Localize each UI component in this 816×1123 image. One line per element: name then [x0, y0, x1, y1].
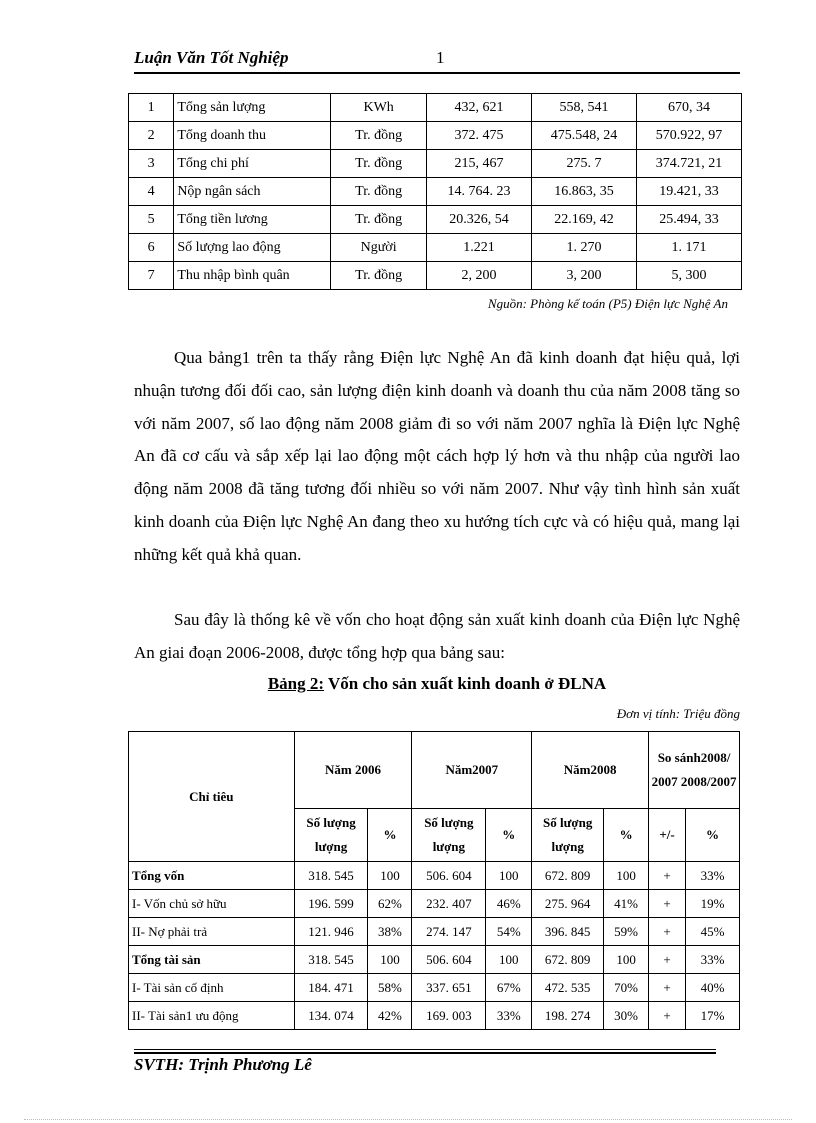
row-label: Tổng tài sản: [129, 946, 295, 974]
table-cell: 30%: [604, 1002, 649, 1030]
table-cell: 14. 764. 23: [427, 178, 532, 206]
table-cell: 506. 604: [412, 862, 486, 890]
table-cell: 70%: [604, 974, 649, 1002]
table-cell: 62%: [368, 890, 412, 918]
table-cell: 33%: [686, 862, 740, 890]
table-row: [129, 1002, 740, 1030]
table-cell: 232. 407: [412, 890, 486, 918]
table-cell: 42%: [368, 1002, 412, 1030]
table-cell: 17%: [686, 1002, 740, 1030]
table-cell: 318. 545: [294, 862, 368, 890]
table-caption: [134, 674, 740, 694]
header-pct: %: [368, 809, 412, 862]
table-cell: 67%: [486, 974, 532, 1002]
table-row: [129, 262, 742, 290]
table-cell: 396. 845: [532, 918, 604, 946]
table-row: [129, 974, 740, 1002]
table-cell: 672. 809: [532, 862, 604, 890]
header-year-2008: Năm2008: [532, 732, 649, 809]
table-cell: 58%: [368, 974, 412, 1002]
footer-divider: [134, 1052, 716, 1054]
table-cell: KWh: [331, 94, 427, 122]
table-cell: 3, 200: [531, 262, 636, 290]
header-year-2007: Năm2007: [412, 732, 532, 809]
table-cell: 7: [129, 262, 174, 290]
table-cell: 100: [604, 862, 649, 890]
table-row: [129, 206, 742, 234]
table-cell: 33%: [486, 1002, 532, 1030]
table-row: [129, 122, 742, 150]
table-cell: 16.863, 35: [531, 178, 636, 206]
table-cell: 5, 300: [636, 262, 741, 290]
table-caption-text: Vốn cho sản xuất kinh doanh ở ĐLNA: [327, 674, 607, 693]
table-row: [129, 862, 740, 890]
table-cell: 2, 200: [427, 262, 532, 290]
table-cell: 1. 270: [531, 234, 636, 262]
table-cell: 54%: [486, 918, 532, 946]
table-cell: 41%: [604, 890, 649, 918]
table-cell: Người: [331, 234, 427, 262]
table-cell: +: [649, 1002, 686, 1030]
table-cell: 670, 34: [636, 94, 741, 122]
header-plusminus: +/-: [649, 809, 686, 862]
table-cell: 215, 467: [427, 150, 532, 178]
table-cell: 472. 535: [532, 974, 604, 1002]
table-cell: 570.922, 97: [636, 122, 741, 150]
table-cell: 475.548, 24: [531, 122, 636, 150]
table-cell: 2: [129, 122, 174, 150]
table-cell: 184. 471: [294, 974, 368, 1002]
page-header: [134, 48, 740, 74]
footer-divider: [134, 1049, 716, 1050]
header-chi-tieu: Chỉ tiêu: [129, 732, 295, 862]
table-cell: +: [649, 974, 686, 1002]
table-cell: 19%: [686, 890, 740, 918]
table-cell: 432, 621: [427, 94, 532, 122]
table-cell: +: [649, 890, 686, 918]
header-qty: Số lượng lượng: [294, 809, 368, 862]
table-cell: 6: [129, 234, 174, 262]
header-pct: %: [486, 809, 532, 862]
table-cell: Tổng tiền lương: [174, 206, 331, 234]
table-cell: 121. 946: [294, 918, 368, 946]
row-label: II- Tài sản1 ưu động: [129, 1002, 295, 1030]
table-cell: 100: [368, 946, 412, 974]
header-qty: Số lượng lượng: [532, 809, 604, 862]
table-cell: 46%: [486, 890, 532, 918]
unit-note: Đơn vị tính: Triệu đồng: [616, 706, 740, 721]
footer-author: SVTH: Trịnh Phương Lê: [134, 1055, 312, 1074]
table-cell: Tr. đồng: [331, 262, 427, 290]
table-cell: 22.169, 42: [531, 206, 636, 234]
row-label: I- Vốn chủ sở hữu: [129, 890, 295, 918]
header-year-2006: Năm 2006: [294, 732, 412, 809]
table-cell: +: [649, 918, 686, 946]
table-cell: 33%: [686, 946, 740, 974]
header-qty: Số lượng lượng: [412, 809, 486, 862]
table-row: [129, 94, 742, 122]
table-cell: Tr. đồng: [331, 206, 427, 234]
table-cell: 337. 651: [412, 974, 486, 1002]
table-row: [129, 890, 740, 918]
table-cell: 275. 964: [532, 890, 604, 918]
table-cell: Nộp ngân sách: [174, 178, 331, 206]
table-cell: 100: [486, 946, 532, 974]
table-cell: 1. 171: [636, 234, 741, 262]
table-cell: 45%: [686, 918, 740, 946]
table-cell: +: [649, 862, 686, 890]
header-compare: So sánh2008/ 2007 2008/2007: [649, 732, 740, 809]
body-paragraph: Qua bảng1 trên ta thấy rằng Điện lực Nghệ An đã kinh doanh đạt hiệu quả, lợi nhuận tương đối đối cao, sản lượng điện kinh doanh và doanh thu của năm 2008 tăng so với năm 2007, số lao động năm 2008 giảm đi so với năm 2007 nghĩa là Điện lực Nghệ An đã cơ cấu và sắp xếp lại lao động một cách hợp lý hơn và thu nhập của người lao động năm 2008 đã tăng tương đối nhiều so với năm 2007. Như vậy tình hình sản xuất kinh doanh của Điện lực Nghệ An đang theo xu hướng tích cực và có hiệu quả, mang lại những kết quả khả quan.: [134, 348, 740, 564]
table-cell: 274. 147: [412, 918, 486, 946]
table-cell: 1.221: [427, 234, 532, 262]
table-cell: 506. 604: [412, 946, 486, 974]
header-title: Luận Văn Tốt Nghiệp: [134, 48, 289, 67]
table-cell: 1: [129, 94, 174, 122]
table-cell: 20.326, 54: [427, 206, 532, 234]
page-number: 1: [436, 48, 445, 67]
table-cell: 169. 003: [412, 1002, 486, 1030]
table-cell: 3: [129, 150, 174, 178]
table-cell: 19.421, 33: [636, 178, 741, 206]
row-label: I- Tài sản cố định: [129, 974, 295, 1002]
row-label: II- Nợ phải trả: [129, 918, 295, 946]
table-cell: Tổng sản lượng: [174, 94, 331, 122]
table-cell: 134. 074: [294, 1002, 368, 1030]
table-cell: Tr. đồng: [331, 122, 427, 150]
table-cell: 196. 599: [294, 890, 368, 918]
header-row: [129, 732, 740, 809]
table-cell: 275. 7: [531, 150, 636, 178]
row-label: Tổng vốn: [129, 862, 295, 890]
table-cell: 198. 274: [532, 1002, 604, 1030]
capital-table: [128, 731, 740, 1030]
table-row: [129, 234, 742, 262]
table-cell: 4: [129, 178, 174, 206]
table-cell: 558, 541: [531, 94, 636, 122]
table-cell: Số lượng lao động: [174, 234, 331, 262]
table-cell: 372. 475: [427, 122, 532, 150]
table-cell: 100: [604, 946, 649, 974]
table-cell: Tr. đồng: [331, 150, 427, 178]
table-source-note: Nguồn: Phòng kế toán (P5) Điện lực Nghệ An: [487, 296, 728, 311]
business-results-table: [128, 93, 742, 290]
table-cell: 100: [486, 862, 532, 890]
header-pct: %: [604, 809, 649, 862]
table-row: [129, 946, 740, 974]
table-cell: Thu nhập bình quân: [174, 262, 331, 290]
page-edge: [24, 1119, 792, 1120]
table-cell: 100: [368, 862, 412, 890]
table-row: [129, 918, 740, 946]
table-cell: 672. 809: [532, 946, 604, 974]
table-cell: 59%: [604, 918, 649, 946]
table-cell: Tổng doanh thu: [174, 122, 331, 150]
table-cell: 38%: [368, 918, 412, 946]
header-pct: %: [686, 809, 740, 862]
table-cell: Tr. đồng: [331, 178, 427, 206]
table-cell: Tổng chi phí: [174, 150, 331, 178]
table-row: [129, 150, 742, 178]
body-paragraph: Sau đây là thống kê về vốn cho hoạt động sản xuất kinh doanh của Điện lực Nghệ An giai đoạn 2006-2008, được tổng hợp qua bảng sau:: [134, 610, 740, 662]
table-cell: 5: [129, 206, 174, 234]
table-cell: 374.721, 21: [636, 150, 741, 178]
table-cell: 318. 545: [294, 946, 368, 974]
table-caption-label: Bảng 2:: [267, 674, 325, 693]
table-cell: 25.494, 33: [636, 206, 741, 234]
table-cell: 40%: [686, 974, 740, 1002]
table-row: [129, 178, 742, 206]
table-cell: +: [649, 946, 686, 974]
